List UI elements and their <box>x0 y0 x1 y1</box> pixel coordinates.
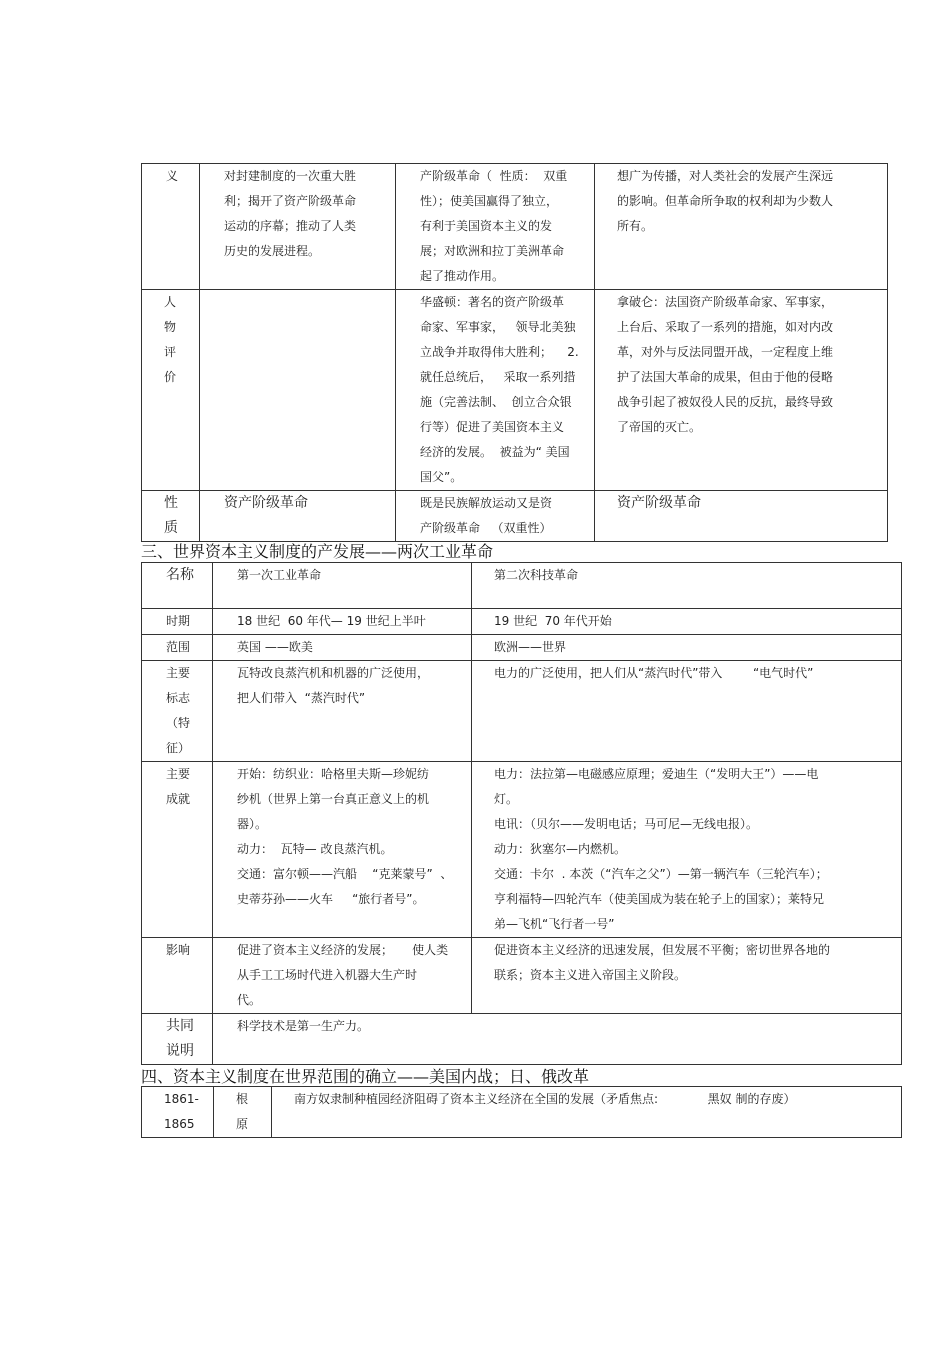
table-row <box>142 609 902 635</box>
cell-english-revolution <box>200 290 396 491</box>
table-row <box>142 635 902 661</box>
row-label: 共同 说明 <box>142 1014 213 1065</box>
row-label: 人 物 评 价 <box>142 290 200 491</box>
section-4-heading: 四、资本主义制度在世界范围的确立——美国内战；日、俄改革 <box>141 1067 590 1086</box>
cell-second-revolution: 电力：法拉第—电磁感应原理；爱迪生（“发明大王”）——电 灯。 电讯：（贝尔——发明电话；马可尼—无线电报）。 动力：狄塞尔—内燃机。 交通：卡尔 . 本茨（“汽车之父”）—第一辆汽车（三轮汽车）； 亨利福特—四轮汽车（使美国成为装在轮子上的国家）；莱特兄 弟—飞机“飞行者一号” <box>472 762 902 938</box>
cell-first-revolution: 开始：纺织业：哈格里夫斯—珍妮纺 纱机（世界上第一台真正意义上的机 器）。 动力： 瓦特— 改良蒸汽机。 交通：富尔顿——汽船 “克莱蒙号” 、 史蒂芬孙——火车 “旅行者号”。 <box>213 762 472 938</box>
row-label: 影响 <box>142 938 213 1014</box>
cell-first-revolution: 第一次工业革命 <box>213 563 472 609</box>
section-3-heading: 三、世界资本主义制度的产发展——两次工业革命 <box>141 542 494 561</box>
cell-first-revolution: 瓦特改良蒸汽机和机器的广泛使用， 把人们带入 “蒸汽时代” <box>213 661 472 762</box>
table-row <box>142 290 888 491</box>
cell-english-revolution: 资产阶级革命 <box>200 491 396 542</box>
cell-english-revolution: 对封建制度的一次重大胜 利；揭开了资产阶级革命 运动的序幕；推动了人类 历史的发展进程。 <box>200 164 396 290</box>
table-row <box>142 563 902 609</box>
industrial-revolutions-table <box>141 562 902 1065</box>
cell-first-revolution: 英国 ——欧美 <box>213 635 472 661</box>
table-row <box>142 1014 902 1065</box>
row-label: 范围 <box>142 635 213 661</box>
cell-french-revolution: 想广为传播，对人类社会的发展产生深远 的影响。但革命所争取的权利却为少数人 所有。 <box>595 164 888 290</box>
cell-american-revolution: 产阶级革命（ 性质： 双重 性）；使美国赢得了独立， 有利于美国资本主义的发 展；对欧洲和拉丁美洲革命 起了推动作用。 <box>396 164 595 290</box>
cell-second-revolution: 电力的广泛使用，把人们从“蒸汽时代”带入 “电气时代” <box>472 661 902 762</box>
row-label: 根 原 <box>214 1087 272 1138</box>
row-label: 名称 <box>142 563 213 609</box>
cell-first-revolution: 18 世纪 60 年代— 19 世纪上半叶 <box>213 609 472 635</box>
cell-second-revolution: 促进资本主义经济的迅速发展，但发展不平衡；密切世界各地的 联系；资本主义进入帝国主义阶段。 <box>472 938 902 1014</box>
row-label: 时期 <box>142 609 213 635</box>
row-label: 义 <box>142 164 200 290</box>
cell-second-revolution: 19 世纪 70 年代开始 <box>472 609 902 635</box>
cell-common: 科学技术是第一生产力。 <box>213 1014 902 1065</box>
cell-second-revolution: 欧洲——世界 <box>472 635 902 661</box>
table-row <box>142 1087 902 1138</box>
revolutions-table <box>141 163 888 542</box>
cell-french-revolution: 拿破仑：法国资产阶级革命家、军事家， 上台后、采取了一系列的措施，如对内改 革，对外与反法同盟开战，一定程度上维 护了法国大革命的成果，但由于他的侵略 战争引起了被奴役人民的反抗，最终导致 了帝国的灭亡。 <box>595 290 888 491</box>
cell-american-revolution: 既是民族解放运动又是资 产阶级革命 （双重性） <box>396 491 595 542</box>
cause-cell: 南方奴隶制种植园经济阻碍了资本主义经济在全国的发展（矛盾焦点: 黑奴 制的存废） <box>272 1087 902 1138</box>
table-row <box>142 938 902 1014</box>
years-cell: 1861- 1865 <box>142 1087 214 1138</box>
table-row <box>142 164 888 290</box>
row-label: 主要 成就 <box>142 762 213 938</box>
table-row <box>142 661 902 762</box>
cell-american-revolution: 华盛顿：著名的资产阶级革 命家、军事家， 领导北美独 立战争并取得伟大胜利； 2. 就任总统后， 采取一系列措 施（完善法制、 创立合众银 行等）促进了美国资本主义 经济的发展。 被益为“ 美国 国父”。 <box>396 290 595 491</box>
row-label: 主要 标志 （特 征） <box>142 661 213 762</box>
table-row <box>142 491 888 542</box>
cell-second-revolution: 第二次科技革命 <box>472 563 902 609</box>
table-row <box>142 762 902 938</box>
cell-first-revolution: 促进了资本主义经济的发展； 使人类 从手工工场时代进入机器大生产时 代。 <box>213 938 472 1014</box>
civil-war-table <box>141 1086 902 1138</box>
row-label: 性 质 <box>142 491 200 542</box>
cell-french-revolution: 资产阶级革命 <box>595 491 888 542</box>
